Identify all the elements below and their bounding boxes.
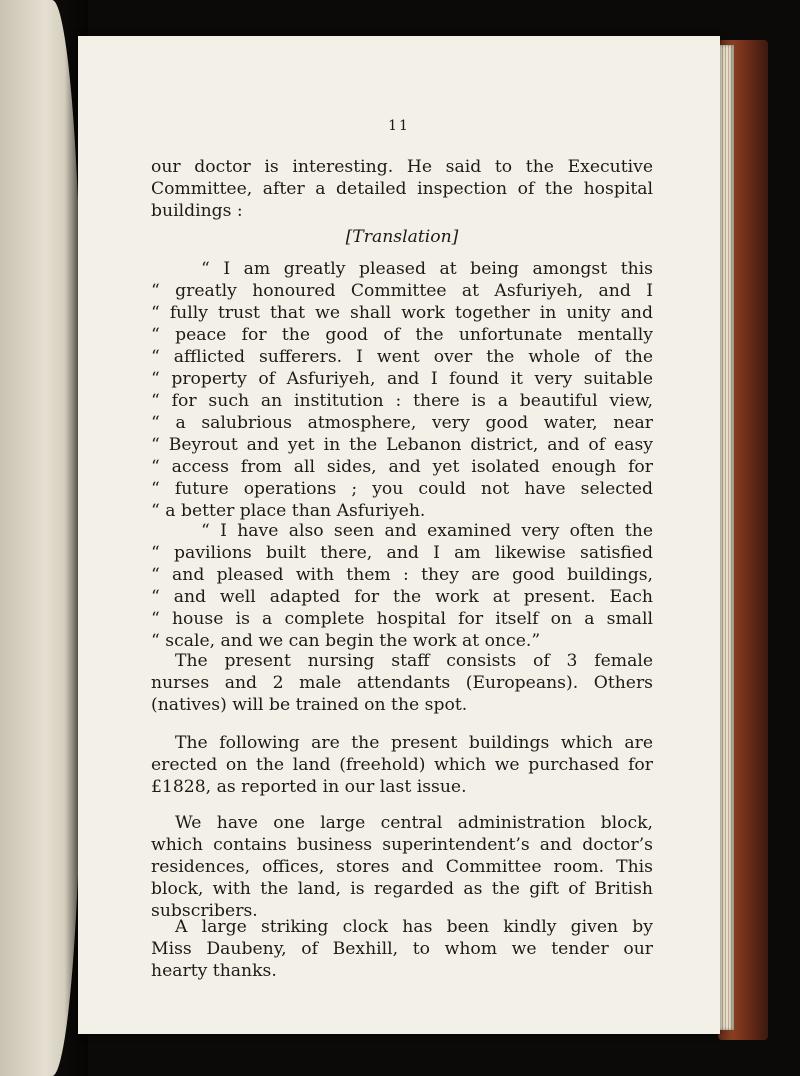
text-line: Miss Daubeny, of Bexhill, to whom we tender our bbox=[151, 939, 653, 959]
quote-paragraph-2 bbox=[151, 520, 653, 652]
text-line: “ house is a complete hospital for itself on a small bbox=[151, 609, 653, 629]
admin-block-paragraph bbox=[151, 812, 653, 922]
text-line: buildings : bbox=[151, 201, 243, 221]
page-number: 11 bbox=[388, 118, 410, 134]
translation-heading-block bbox=[151, 226, 653, 248]
text-line: “ and well adapted for the work at present. Each bbox=[151, 587, 653, 607]
text-line: “ property of Asfuriyeh, and I found it very suitable bbox=[151, 369, 653, 389]
text-line: “ a salubrious atmosphere, very good water, near bbox=[151, 413, 653, 433]
text-line: “ access from all sides, and yet isolated enough for bbox=[151, 457, 653, 477]
text-line: “ peace for the good of the unfortunate mentally bbox=[151, 325, 653, 345]
text-line: “ a better place than Asfuriyeh. bbox=[151, 501, 426, 521]
text-line: Committee, after a detailed inspection of the hospital bbox=[151, 179, 653, 199]
text-line: “ greatly honoured Committee at Asfuriyeh, and I bbox=[151, 281, 653, 301]
text-line: “ and pleased with them : they are good buildings, bbox=[151, 565, 653, 585]
text-line: £1828, as reported in our last issue. bbox=[151, 777, 467, 797]
text-line: The following are the present buildings which are bbox=[175, 733, 653, 753]
text-line: “ I am greatly pleased at being amongst this bbox=[201, 259, 653, 279]
translation-heading: [Translation] bbox=[345, 227, 459, 247]
text-line: “ Beyrout and yet in the Lebanon district, and of easy bbox=[151, 435, 653, 455]
text-line: subscribers. bbox=[151, 901, 258, 921]
text-line: block, with the land, is regarded as the gift of British bbox=[151, 879, 653, 899]
text-line: “ I have also seen and examined very often the bbox=[201, 521, 653, 541]
buildings-paragraph bbox=[151, 732, 653, 798]
text-line: (natives) will be trained on the spot. bbox=[151, 695, 468, 715]
text-line: The present nursing staff consists of 3 female bbox=[175, 651, 653, 671]
text-line: A large striking clock has been kindly given by bbox=[175, 917, 653, 937]
text-line: erected on the land (freehold) which we purchased for bbox=[151, 755, 653, 775]
text-line: our doctor is interesting. He said to the Executive bbox=[151, 157, 653, 177]
text-line: “ afflicted sufferers. I went over the whole of the bbox=[151, 347, 653, 367]
clock-paragraph bbox=[151, 916, 653, 982]
text-line: hearty thanks. bbox=[151, 961, 277, 981]
text-line: “ scale, and we can begin the work at once.” bbox=[151, 631, 541, 651]
text-line: We have one large central administration block, bbox=[175, 813, 653, 833]
text-line: “ future operations ; you could not have selected bbox=[151, 479, 653, 499]
text-line: “ pavilions built there, and I am likewise satisfied bbox=[151, 543, 653, 563]
text-line: nurses and 2 male attendants (Europeans). Others bbox=[151, 673, 653, 693]
text-line: “ fully trust that we shall work together in unity and bbox=[151, 303, 653, 323]
staff-paragraph bbox=[151, 650, 653, 716]
text-line: residences, offices, stores and Committee room. This bbox=[151, 857, 653, 877]
quote-paragraph-1 bbox=[151, 258, 653, 522]
text-line: which contains business superintendent’s and doctor’s bbox=[151, 835, 653, 855]
book-page bbox=[78, 36, 720, 1034]
intro-paragraph bbox=[151, 156, 653, 222]
text-line: “ for such an institution : there is a beautiful view, bbox=[151, 391, 653, 411]
